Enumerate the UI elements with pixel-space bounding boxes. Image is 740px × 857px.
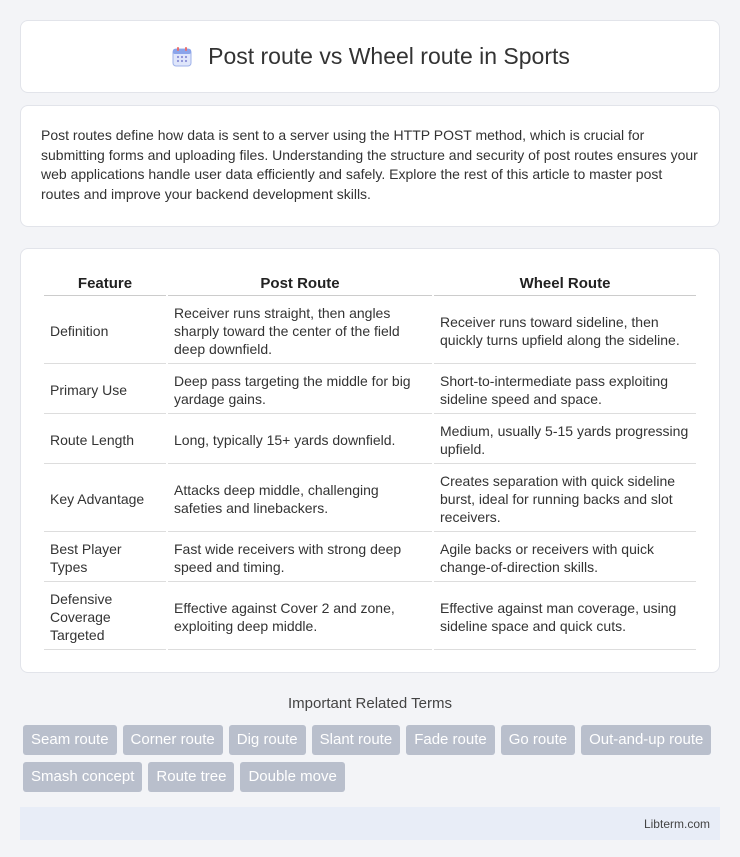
- page-title: Post route vs Wheel route in Sports: [208, 43, 570, 69]
- related-term-tag[interactable]: Smash concept: [23, 762, 142, 792]
- column-header: Wheel Route: [434, 269, 696, 296]
- related-term-tag[interactable]: Fade route: [406, 725, 495, 755]
- intro-card: [20, 105, 720, 227]
- post-route-cell: Fast wide receivers with strong deep speed and timing.: [168, 534, 432, 582]
- related-term-tag[interactable]: Corner route: [123, 725, 223, 755]
- table-header-row: [44, 269, 696, 296]
- title-card: [20, 20, 720, 93]
- feature-cell: Route Length: [44, 416, 166, 464]
- table-row: [44, 298, 696, 364]
- feature-cell: Primary Use: [44, 366, 166, 414]
- wheel-route-cell: Medium, usually 5-15 yards progressing upfield.: [434, 416, 696, 464]
- post-route-cell: Receiver runs straight, then angles sharply toward the center of the field deep downfield.: [168, 298, 432, 364]
- feature-cell: Definition: [44, 298, 166, 364]
- table-row: [44, 534, 696, 582]
- column-header: Feature: [44, 269, 166, 296]
- comparison-table: [42, 267, 698, 652]
- related-term-tag[interactable]: Go route: [501, 725, 575, 755]
- related-terms-list: [23, 725, 720, 792]
- calendar-icon: [170, 45, 194, 69]
- table-row: [44, 584, 696, 650]
- table-row: [44, 466, 696, 532]
- column-header: Post Route: [168, 269, 432, 296]
- post-route-cell: Attacks deep middle, challenging safeties and linebackers.: [168, 466, 432, 532]
- wheel-route-cell: Receiver runs toward sideline, then quickly turns upfield along the sideline.: [434, 298, 696, 364]
- related-terms-title: Important Related Terms: [288, 695, 452, 712]
- table-row: [44, 416, 696, 464]
- wheel-route-cell: Agile backs or receivers with quick change-of-direction skills.: [434, 534, 696, 582]
- post-route-cell: Effective against Cover 2 and zone, exploiting deep middle.: [168, 584, 432, 650]
- footer: [20, 807, 720, 840]
- wheel-route-cell: Effective against man coverage, using sideline space and quick cuts.: [434, 584, 696, 650]
- post-route-cell: Long, typically 15+ yards downfield.: [168, 416, 432, 464]
- related-term-tag[interactable]: Seam route: [23, 725, 117, 755]
- feature-cell: Key Advantage: [44, 466, 166, 532]
- comparison-card: [20, 248, 720, 673]
- feature-cell: Best Player Types: [44, 534, 166, 582]
- table-row: [44, 366, 696, 414]
- wheel-route-cell: Short-to-intermediate pass exploiting sideline speed and space.: [434, 366, 696, 414]
- related-term-tag[interactable]: Dig route: [229, 725, 306, 755]
- intro-text: Post routes define how data is sent to a server using the HTTP POST method, which is crucial for submitting forms and uploading files. Understanding the structure and security of post routes ensures your web applications handle user data efficiently and safely. Explore the rest of this article to master post routes and improve your backend development skills.: [41, 127, 698, 202]
- related-term-tag[interactable]: Route tree: [148, 762, 234, 792]
- related-term-tag[interactable]: Slant route: [312, 725, 401, 755]
- footer-site-link[interactable]: Libterm.com: [643, 816, 710, 831]
- wheel-route-cell: Creates separation with quick sideline burst, ideal for running backs and slot receivers.: [434, 466, 696, 532]
- feature-cell: Defensive Coverage Targeted: [44, 584, 166, 650]
- related-term-tag[interactable]: Out-and-up route: [581, 725, 711, 755]
- post-route-cell: Deep pass targeting the middle for big yardage gains.: [168, 366, 432, 414]
- related-term-tag[interactable]: Double move: [240, 762, 344, 792]
